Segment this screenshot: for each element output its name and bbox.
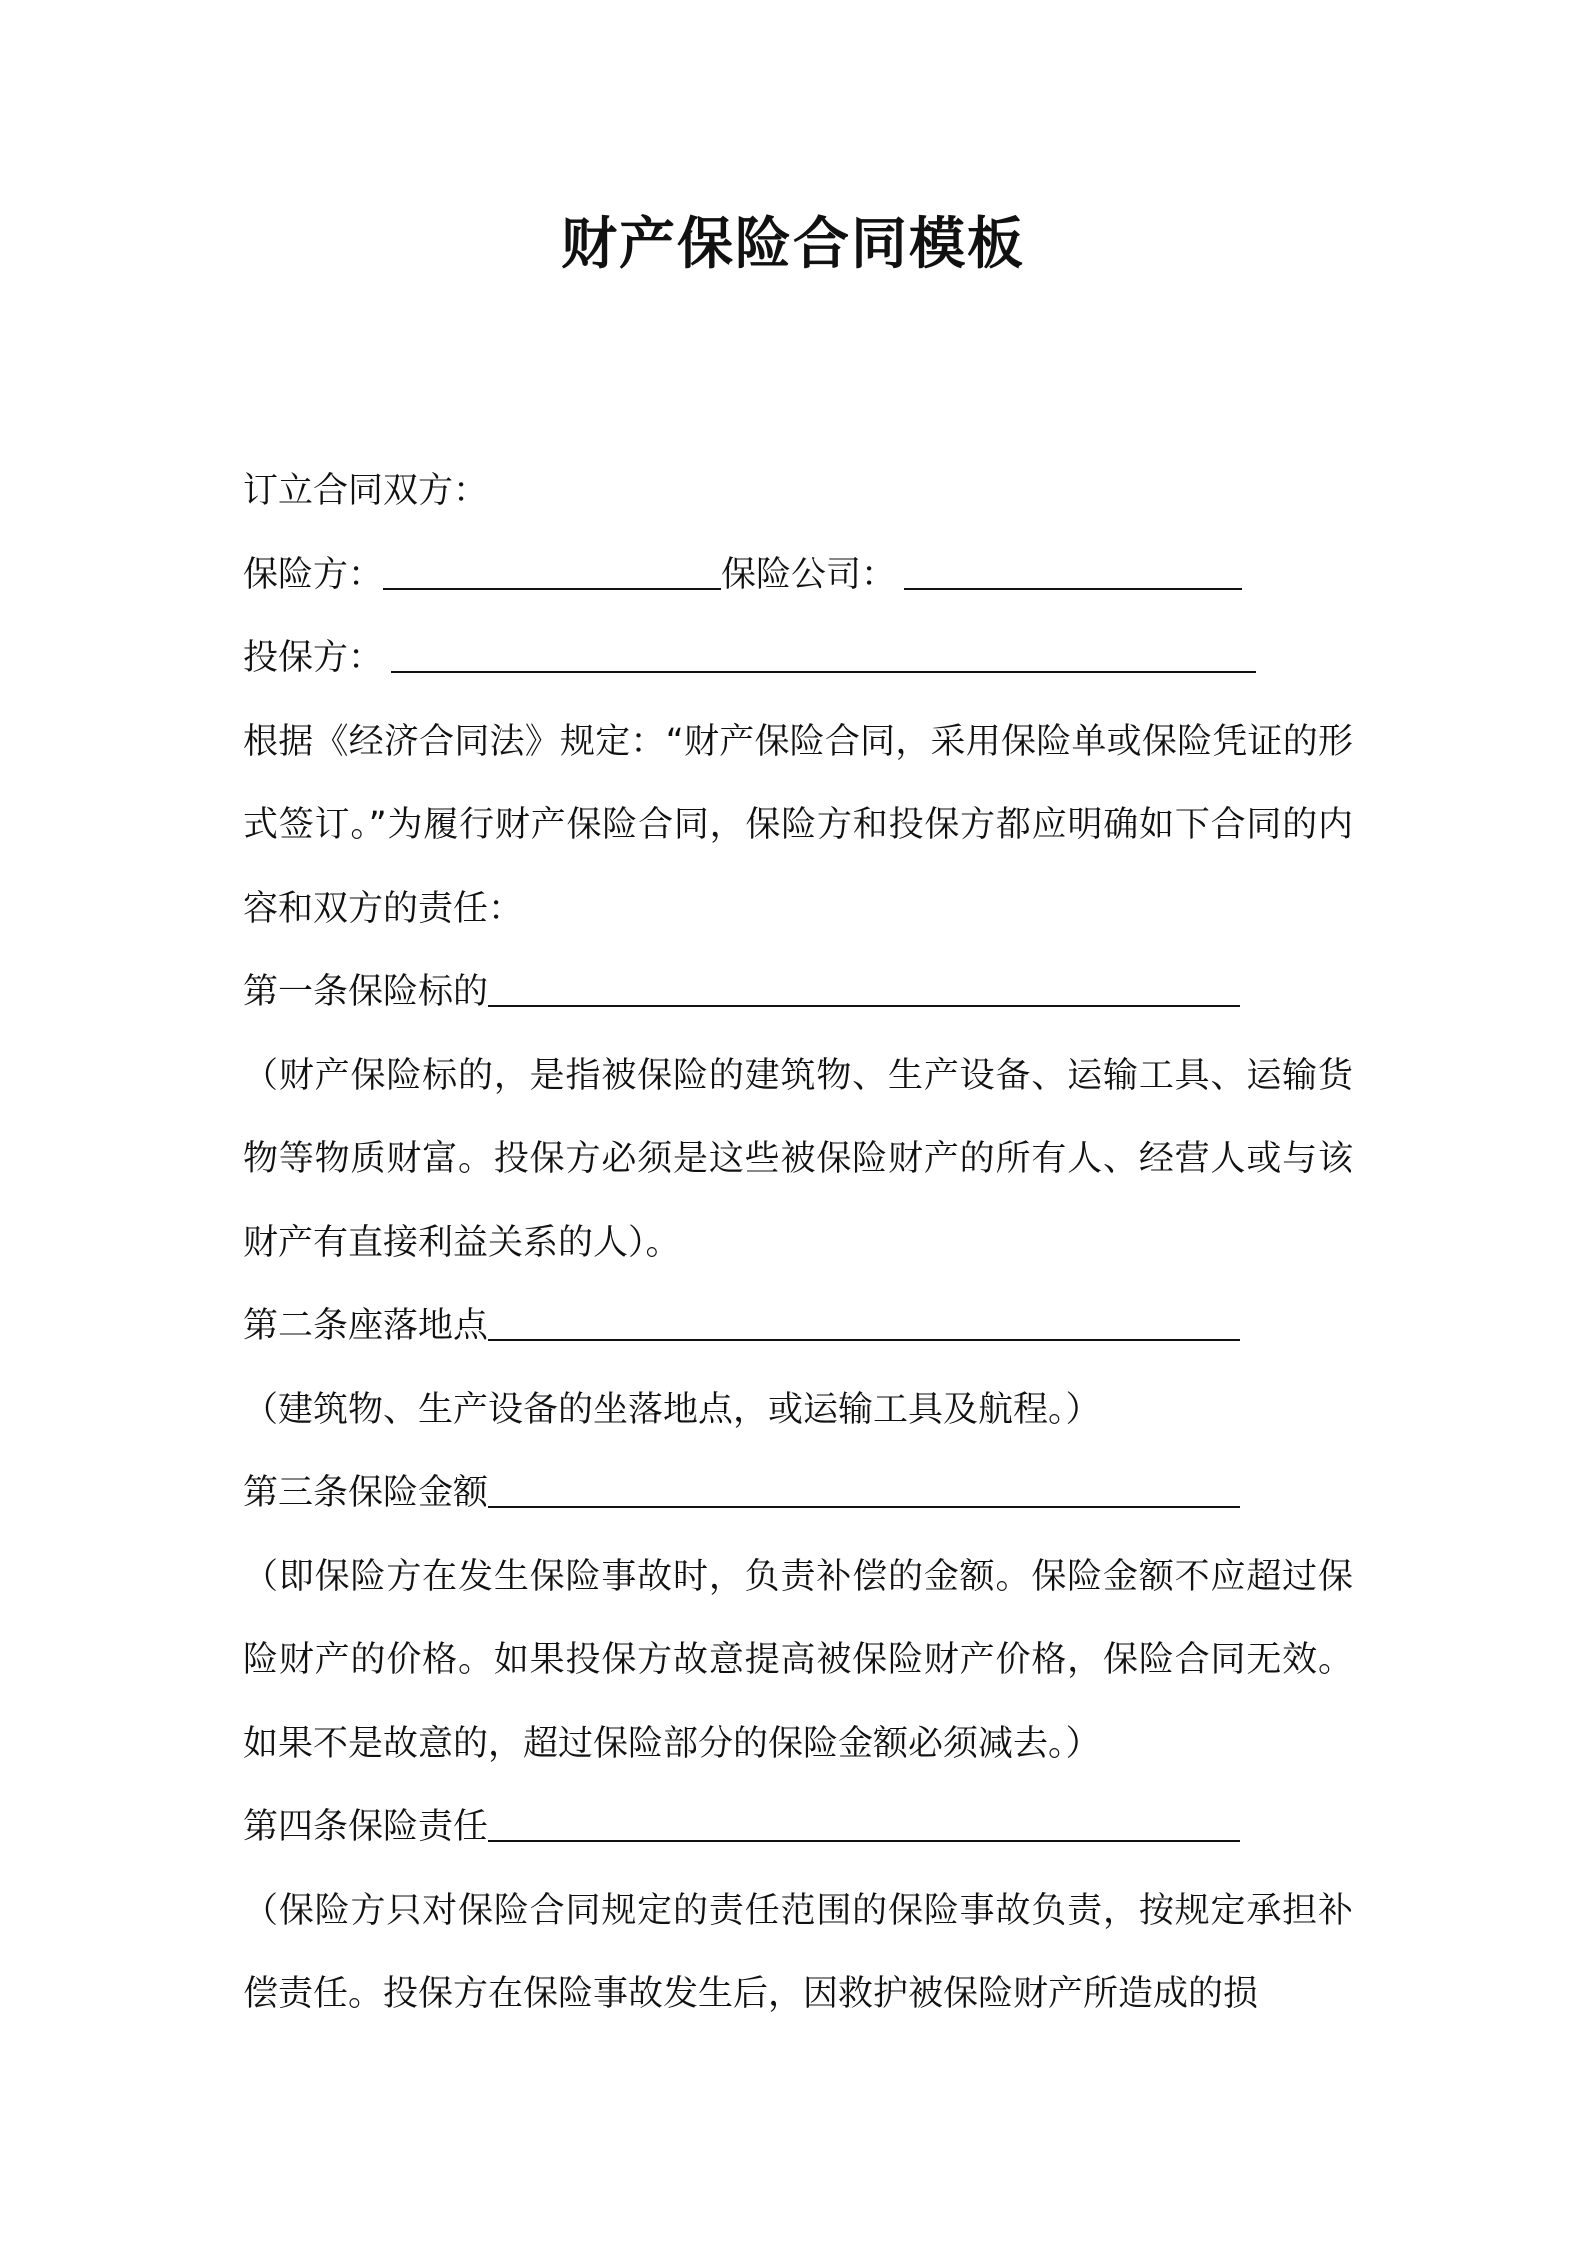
clause-2-heading: 第二条座落地点 xyxy=(243,1306,489,1346)
clause-3-blank[interactable] xyxy=(488,1476,1240,1508)
policyholder-line xyxy=(243,617,1353,701)
insurer-label: 保险方： xyxy=(243,554,384,595)
clause-3-heading: 第三条保险金额 xyxy=(243,1473,489,1513)
policyholder-label: 投保方： xyxy=(243,638,384,678)
intro-paragraph: 根据《经济合同法》规定：“财产保险合同，采用保险单或保险凭证的形式签订。”为履行财产保险合同，保险方和投保方都应明确如下合同的内容和双方的责任： xyxy=(243,721,1353,929)
clause-4-blank[interactable] xyxy=(488,1810,1240,1842)
clause-2-blank[interactable] xyxy=(488,1309,1240,1341)
clause-1-blank[interactable] xyxy=(488,975,1240,1007)
clause-3-note: （即保险方在发生保险事故时，负责补偿的金额。保险金额不应超过保险财产的价格。如果投保方故意提高被保险财产价格，保险合同无效。如果不是故意的，超过保险部分的保险金额必须减去。） xyxy=(243,1556,1353,1764)
insurer-blank[interactable] xyxy=(383,558,721,590)
clause-4-heading-line xyxy=(243,1786,1353,1870)
clause-1-heading: 第一条保险标的 xyxy=(243,972,489,1012)
parties-heading xyxy=(243,450,1353,534)
insurer-company-blank[interactable] xyxy=(904,558,1242,590)
insurer-line xyxy=(243,534,1353,618)
clause-1-heading-line xyxy=(243,951,1353,1035)
policyholder-blank[interactable] xyxy=(391,641,1256,673)
clause-1-note: （财产保险标的，是指被保险的建筑物、生产设备、运输工具、运输货物等物质财富。投保方必须是这些被保险财产的所有人、经营人或与该财产有直接利益关系的人）。 xyxy=(243,1055,1353,1263)
document-body xyxy=(243,450,1353,2037)
clause-2-note: （建筑物、生产设备的坐落地点，或运输工具及航程。） xyxy=(243,1389,1101,1430)
document-title: 财产保险合同模板 xyxy=(561,212,1025,277)
clause-4-heading: 第四条保险责任 xyxy=(243,1807,489,1847)
parties-heading-text: 订立合同双方： xyxy=(243,471,489,511)
insurer-company-label: 保险公司： xyxy=(721,554,897,595)
clause-3-heading-line xyxy=(243,1452,1353,1536)
clause-2-heading-line xyxy=(243,1285,1353,1369)
clause-4-note: （保险方只对保险合同规定的责任范围的保险事故负责，按规定承担补偿责任。投保方在保险事故发生后，因救护被保险财产所造成的损 xyxy=(243,1890,1353,2014)
